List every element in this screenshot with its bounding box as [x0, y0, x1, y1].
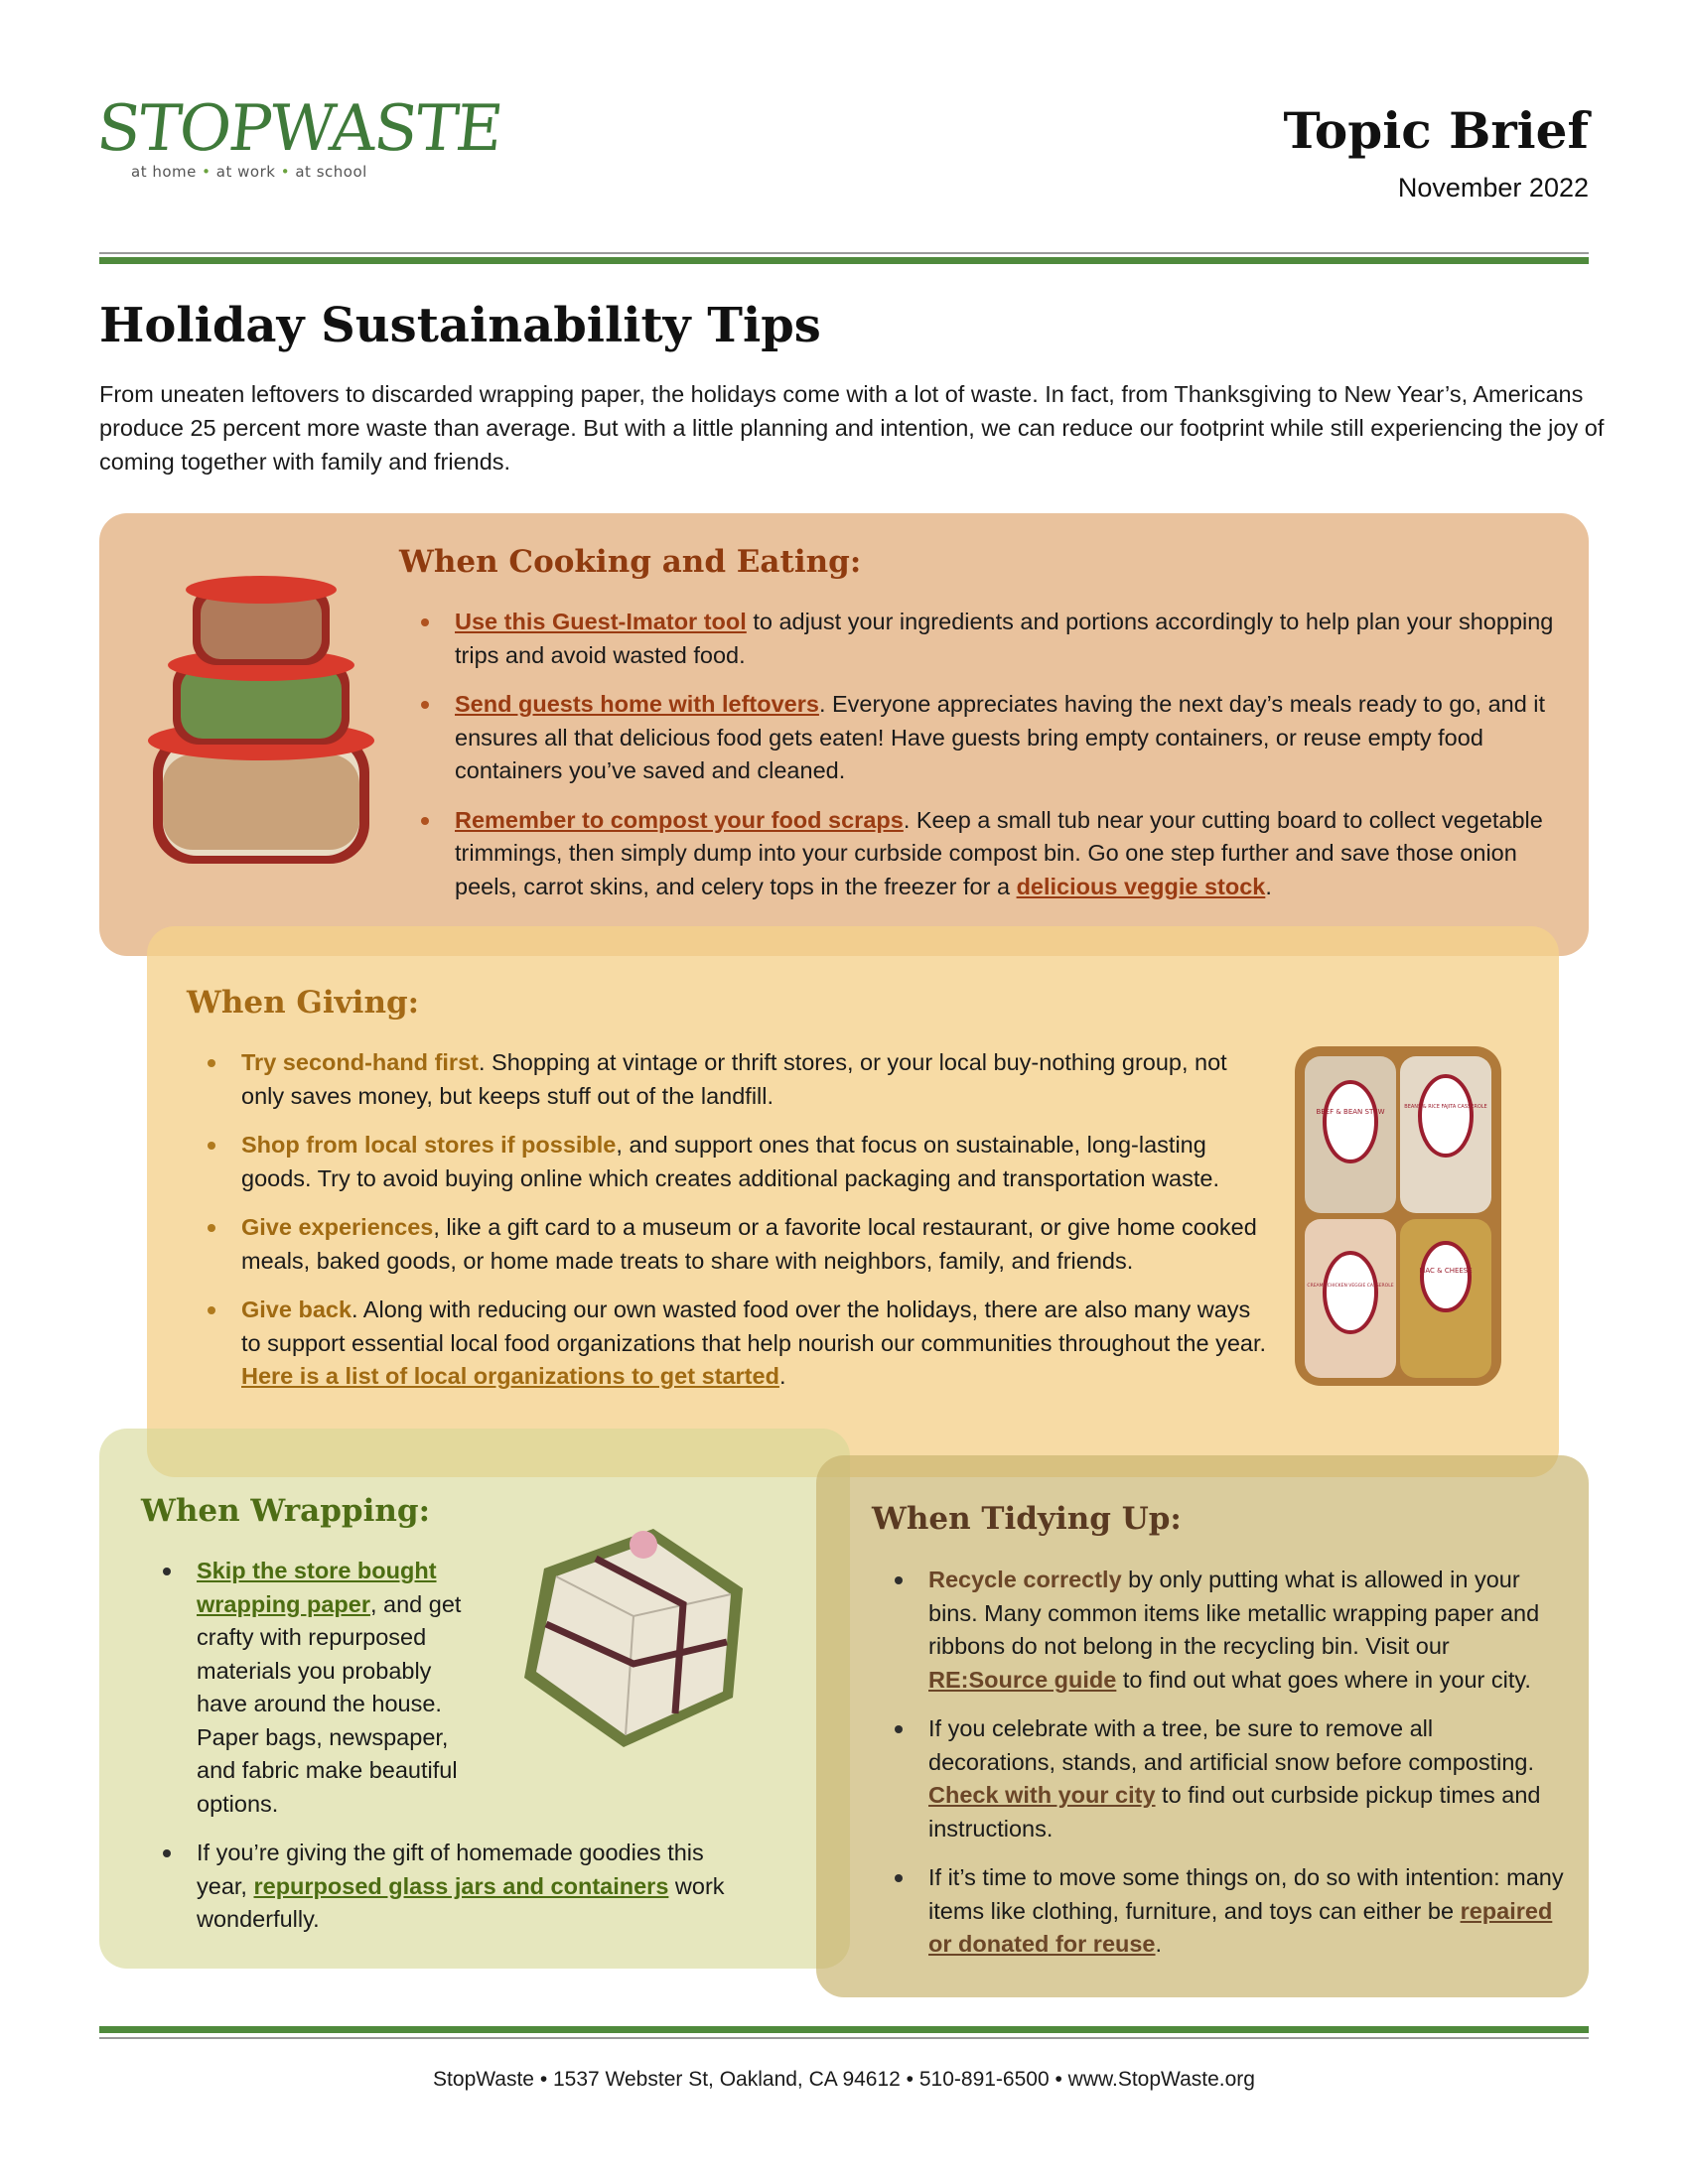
second-hand-link[interactable]: Try second-hand first [241, 1049, 479, 1075]
tip-text: , like a gift card to a museum or a favorite local restaurant, or give home cooked meals, baked goods, or home made treats to share with neighbors, family, and friends. [241, 1214, 1257, 1274]
tidying-heading: When Tidying Up: [872, 1501, 1182, 1537]
tip-text-end: to find out what goes where in your city. [1116, 1666, 1531, 1693]
page-title: Holiday Sustainability Tips [99, 298, 821, 353]
food-containers-image [133, 556, 389, 884]
footer-contact: StopWaste • 1537 Webster St, Oakland, CA 94612 • 510-891-6500 • www.StopWaste.org [433, 2068, 1255, 2091]
glass-jars-link[interactable]: repurposed glass jars and containers [253, 1872, 669, 1899]
header-rule-thin [99, 252, 1589, 254]
leftovers-link[interactable]: Send guests home with leftovers [455, 691, 819, 717]
give-experiences-link[interactable]: Give experiences [241, 1214, 434, 1240]
list-item [891, 1564, 1566, 1697]
tidying-tips-list [891, 1564, 1566, 1978]
guest-imator-link[interactable]: Use this Guest-Imator tool [455, 609, 747, 634]
list-item [417, 606, 1559, 672]
intro-paragraph: From uneaten leftovers to discarded wrapping paper, the holidays come with a lot of waste. In fact, from Thanksgiving to New Year’s, Americans produce 25 percent more waste than average. But with a little planning and intention, we can reduce our footprint while still experiencing the joy of coming together with family and friends. [99, 381, 1605, 475]
list-item [204, 1211, 1276, 1278]
topic-brief-title: Topic Brief [1283, 101, 1589, 160]
tip-text-end: . [778, 1363, 786, 1389]
recycle-correctly-link[interactable]: Recycle correctly [928, 1567, 1122, 1592]
tip-text: by only putting what is allowed in your bins. Many common items like metallic wrapping paper and ribbons do not belong in the recycling bin. Visit our [928, 1567, 1540, 1659]
repaired-donated-link[interactable]: repaired or donated for reuse [928, 1897, 1553, 1957]
mason-jars-image [1289, 1042, 1507, 1390]
cooking-tips-list [417, 606, 1559, 919]
list-item [159, 1555, 485, 1821]
list-item [891, 1712, 1566, 1845]
tip-text: . Shopping at vintage or thrift stores, or your local buy-nothing group, not only saves money, but keeps stuff out of the landfill. [241, 1049, 1227, 1109]
tagline-work: at work [215, 163, 276, 181]
check-with-city-link[interactable]: Check with your city [928, 1782, 1156, 1808]
jar-label: CREAMY CHICKEN VEGGIE CASSEROLE [1307, 1284, 1394, 1289]
tagline-home: at home [131, 163, 197, 181]
logo-wordmark: STOPWASTE [93, 92, 505, 166]
tip-text: , and get crafty with repurposed materials you probably have around the house. Paper bags, newspaper, and fabric make beautiful options. [197, 1590, 462, 1817]
stopwaste-logo [93, 92, 505, 216]
skip-wrapping-paper-link[interactable]: Skip the store bought wrapping paper [197, 1558, 437, 1617]
resource-guide-link[interactable]: RE:Source guide [928, 1666, 1117, 1693]
local-organizations-link[interactable]: Here is a list of local organizations to get started [241, 1363, 779, 1389]
tip-text-end: to find out curbside pickup times and instructions. [928, 1782, 1541, 1842]
tip-text-end: . [1265, 873, 1272, 899]
list-item [204, 1046, 1276, 1113]
jar-label: MAC & CHEESE [1419, 1267, 1473, 1275]
list-item [891, 1861, 1566, 1962]
brief-date: November 2022 [1397, 173, 1589, 203]
local-stores-link[interactable]: Shop from local stores if possible [241, 1132, 617, 1158]
tip-text: If you’re giving the gift of homemade goodies this year, [197, 1840, 704, 1899]
cooking-heading: When Cooking and Eating: [399, 544, 862, 580]
give-back-link[interactable]: Give back [241, 1297, 352, 1322]
jar-label: BEANS & RICE FAJITA CASSEROLE [1404, 1104, 1487, 1110]
list-item [417, 688, 1559, 788]
footer-rule-thick [99, 2026, 1589, 2033]
logo-tagline: at home • at work • at school [131, 163, 367, 181]
list-item [159, 1837, 755, 1937]
tip-text: . Everyone appreciates having the next day’s meals ready to go, and it ensures all that delicious food gets eaten! Have guests bring empty containers, or reuse empty food containers you’ve saved and cleaned. [455, 691, 1546, 783]
header-rule-thick [99, 257, 1589, 264]
wrapped-gift-image [504, 1499, 763, 1757]
giving-heading: When Giving: [187, 985, 420, 1021]
giving-tips-list [204, 1046, 1276, 1410]
tip-text: If it’s time to move some things on, do so with intention: many items like clothing, furniture, and toys can either be [928, 1864, 1564, 1924]
veggie-stock-link[interactable]: delicious veggie stock [1016, 873, 1266, 899]
tip-text: . Keep a small tub near your cutting board to collect vegetable trimmings, then simply dump into your curbside compost bin. Go one step further and save those onion peels, carrot skins, and celery tops in the freezer for a [455, 806, 1543, 899]
jar-label: BEEF & BEAN STEW [1316, 1108, 1385, 1116]
tip-text: to adjust your ingredients and portions accordingly to help plan your shopping trips and avoid wasted food. [455, 609, 1554, 668]
footer-rule-thin [99, 2037, 1589, 2039]
tagline-school: at school [295, 163, 367, 181]
tip-text-end: work wonderfully. [197, 1872, 725, 1932]
compost-link[interactable]: Remember to compost your food scraps [455, 806, 904, 833]
tip-text: , and support ones that focus on sustainable, long-lasting goods. Try to avoid buying online which creates additional packaging and transportation waste. [241, 1132, 1220, 1191]
list-item [204, 1294, 1276, 1394]
list-item [417, 804, 1559, 904]
wrapping-heading: When Wrapping: [141, 1493, 431, 1529]
list-item [204, 1129, 1276, 1195]
tip-text: If you celebrate with a tree, be sure to remove all decorations, stands, and artificial snow before composting. [928, 1715, 1535, 1775]
tip-text: . Along with reducing our own wasted food over the holidays, there are also many ways to support essential local food organizations that help nourish our communities throughout the year. [241, 1297, 1267, 1356]
tip-text-end: . [1155, 1931, 1163, 1957]
